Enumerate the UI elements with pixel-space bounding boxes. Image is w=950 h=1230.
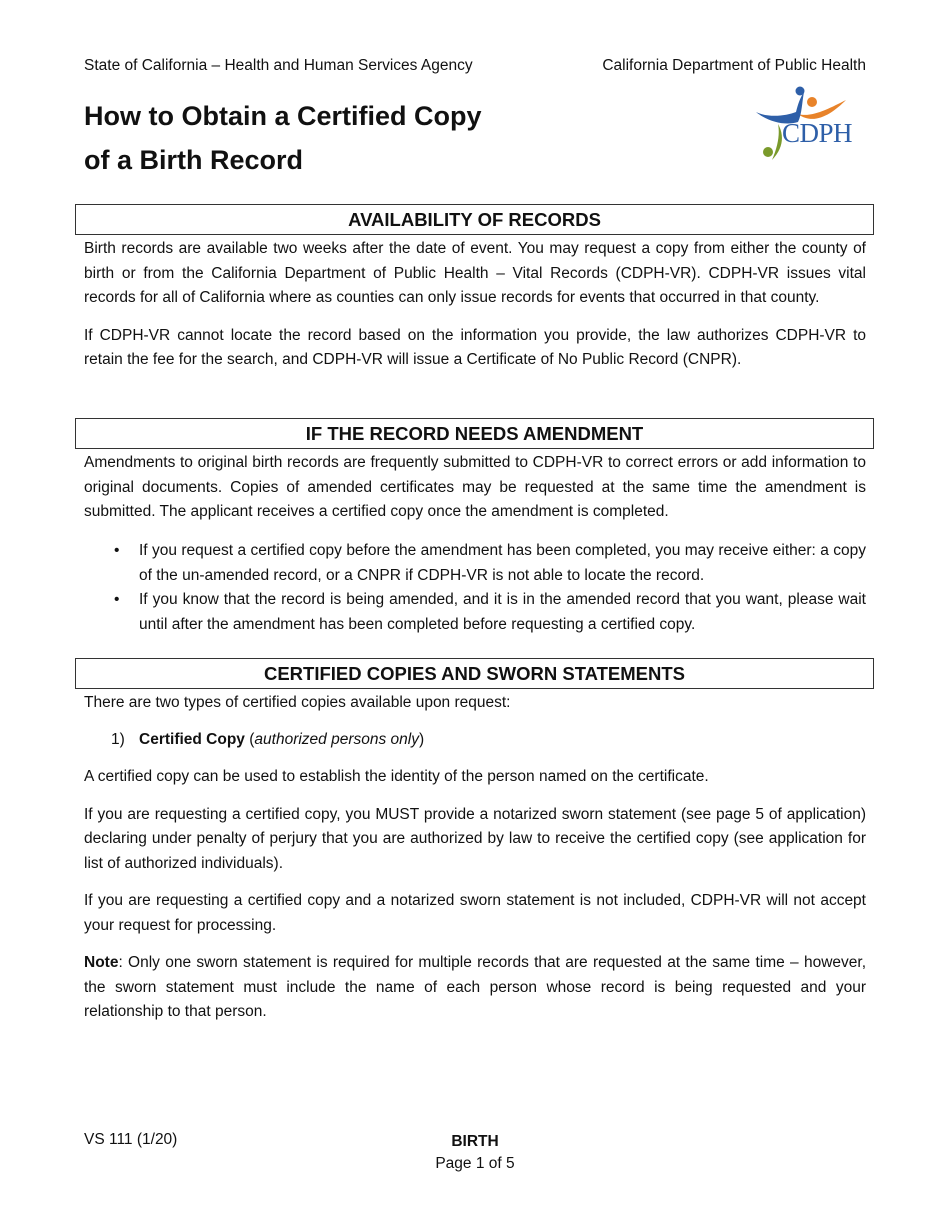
footer-page-number: Page 1 of 5	[435, 1155, 515, 1172]
section-certified-body	[84, 765, 866, 1025]
bullet-icon: •	[114, 591, 120, 608]
certified-paragraph-2: If you are requesting a certified copy, you MUST provide a notarized sworn statement (see page 5 of application) declaring under penalty of perjury that you are authorized by law to receive the certified copy (see application for list of authorized individuals).	[84, 805, 866, 872]
certified-intro: There are two types of certified copies available upon request:	[84, 694, 511, 711]
section-heading-availability: AVAILABILITY OF RECORDS	[75, 204, 874, 235]
logo-green-head	[763, 147, 773, 157]
certified-item-1-qualifier: authorized persons only	[254, 731, 419, 748]
amendment-bullet-2	[84, 588, 866, 637]
header-agency: State of California – Health and Human Services Agency	[84, 57, 473, 74]
page-title	[84, 94, 604, 182]
bullet-icon: •	[114, 542, 120, 559]
section-heading-certified: CERTIFIED COPIES AND SWORN STATEMENTS	[75, 658, 874, 689]
section-amendment-body	[84, 451, 866, 525]
logo-orange-swoosh	[798, 100, 846, 119]
amendment-bullet-1	[84, 539, 866, 588]
header-department: California Department of Public Health	[602, 57, 866, 74]
amendment-bullet-1-text: If you request a certified copy before the amendment has been completed, you may receive either: a copy of the un-amended record, or a CNPR if CDPH-VR is not able to locate the record.	[139, 542, 866, 584]
amendment-bullet-2-text: If you know that the record is being amended, and it is in the amended record that you want, please wait until after the amendment has been completed before requesting a certified copy.	[139, 591, 866, 633]
footer-record-type: BIRTH	[451, 1133, 499, 1150]
certified-item-1-title: Certified Copy	[139, 731, 245, 748]
logo-wordmark: CDPH	[782, 118, 853, 148]
footer-center	[375, 1131, 575, 1175]
certified-item-1-open-paren: (	[244, 731, 255, 748]
title-line-2: of a Birth Record	[84, 145, 304, 175]
logo-orange-head	[807, 97, 817, 107]
section-availability-body	[84, 237, 866, 373]
certified-note	[84, 951, 866, 1025]
title-line-1: How to Obtain a Certified Copy	[84, 101, 482, 131]
footer-form-id: VS 111 (1/20)	[84, 1131, 178, 1148]
certified-paragraph-1: A certified copy can be used to establish the identity of the person named on the certificate.	[84, 768, 709, 785]
availability-paragraph-1: Birth records are available two weeks after the date of event. You may request a copy from either the county of birth or from the California Department of Public Health – Vital Records (CDPH-VR). CDPH-VR issues vital records for all of California where as counties can only issue records for events that occurred in that county.	[84, 240, 866, 306]
certified-item-1-close-paren: )	[418, 731, 425, 748]
certified-item-1	[111, 728, 424, 753]
section-heading-amendment: IF THE RECORD NEEDS AMENDMENT	[75, 418, 874, 449]
logo-green-swoosh	[772, 124, 782, 160]
certified-item-1-number: 1)	[111, 731, 125, 748]
availability-paragraph-2: If CDPH-VR cannot locate the record based on the information you provide, the law authorizes CDPH-VR to retain the fee for the search, and CDPH-VR will issue a Certificate of No Public Record (CNPR).	[84, 326, 866, 368]
amendment-bullet-list	[84, 539, 866, 637]
note-text: : Only one sworn statement is required for multiple records that are requested at the same time – however, the sworn statement must include the name of each person whose record is being requested and your relationship to that person.	[84, 954, 866, 1020]
certified-paragraph-3: If you are requesting a certified copy and a notarized sworn statement is not included, CDPH-VR will not accept your request for processing.	[84, 892, 866, 934]
amendment-paragraph-1: Amendments to original birth records are frequently submitted to CDPH-VR to correct errors or add information to original documents. Copies of amended certificates may be requested at the same time the amendment is submitted. The applicant receives a certified copy once the amendment is completed.	[84, 454, 866, 520]
note-label: Note	[84, 954, 119, 971]
